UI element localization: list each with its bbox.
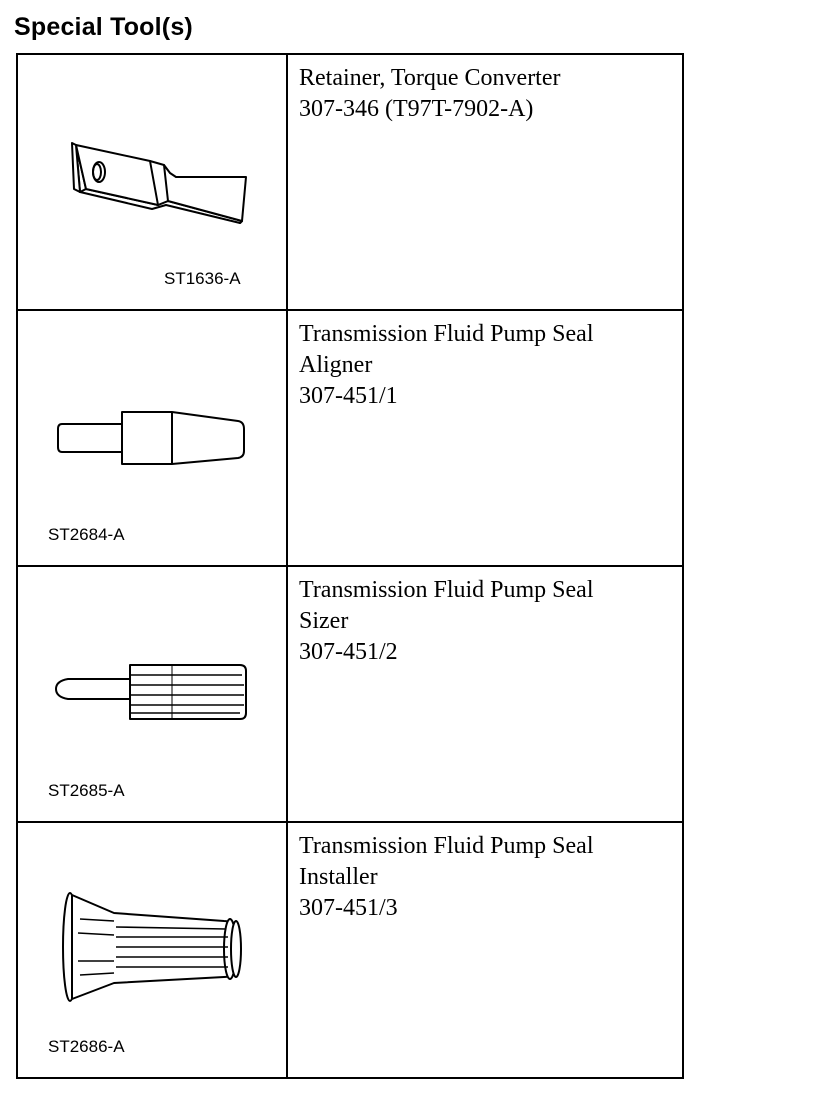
tool-description-cell <box>287 822 683 1078</box>
tool-name: Transmission Fluid Pump Seal <box>299 321 594 347</box>
tool-illustration-cell <box>17 566 287 822</box>
torque-converter-retainer-illustration <box>18 55 286 309</box>
tool-description-cell <box>287 310 683 566</box>
tool-name: Transmission Fluid Pump Seal <box>299 577 594 603</box>
table-row <box>17 54 683 310</box>
table-row <box>17 822 683 1078</box>
tool-description-cell <box>287 566 683 822</box>
table-row <box>17 566 683 822</box>
special-tools-table <box>16 53 684 1079</box>
tool-part-number: 307-451/1 <box>299 383 398 409</box>
tool-name: Transmission Fluid Pump Seal <box>299 833 594 859</box>
tool-description-cell <box>287 54 683 310</box>
figure-code: ST2686-A <box>48 1037 125 1056</box>
figure-code: ST2685-A <box>48 781 125 800</box>
tool-name: Installer <box>299 864 378 890</box>
page-title: Special Tool(s) <box>14 13 193 41</box>
tool-name: Aligner <box>299 352 373 378</box>
figure-code: ST1636-A <box>164 269 241 288</box>
figure-code: ST2684-A <box>48 525 125 544</box>
tool-illustration-cell <box>17 310 287 566</box>
tool-part-number: 307-451/2 <box>299 639 398 665</box>
tool-illustration-cell <box>17 54 287 310</box>
tool-illustration-cell <box>17 822 287 1078</box>
tool-part-number: 307-346 (T97T-7902-A) <box>299 96 534 122</box>
tool-name: Retainer, Torque Converter <box>299 65 561 91</box>
tool-part-number: 307-451/3 <box>299 895 398 921</box>
table-row <box>17 310 683 566</box>
tool-name: Sizer <box>299 608 349 634</box>
